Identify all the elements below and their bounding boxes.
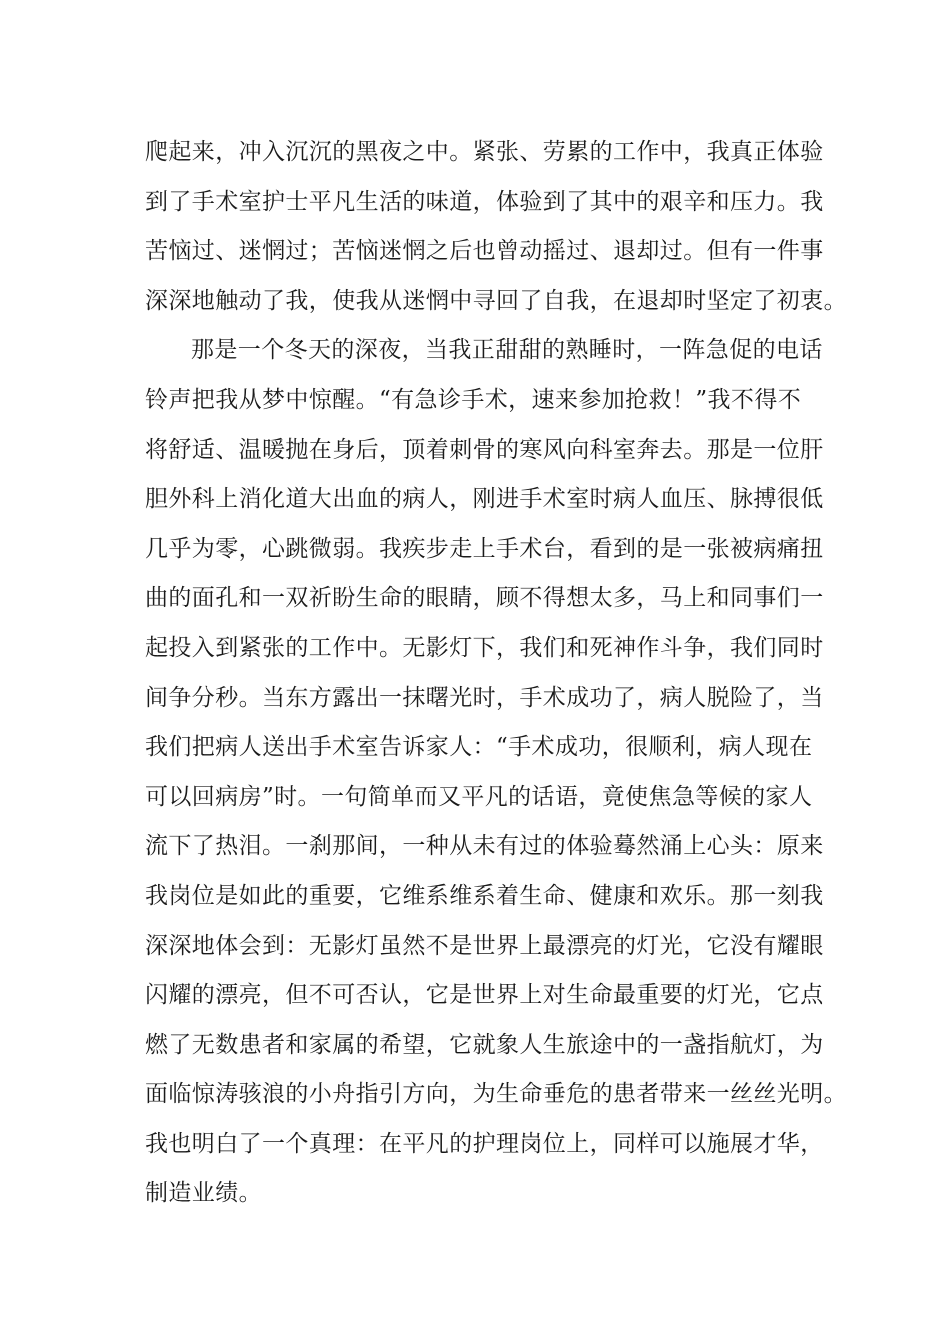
text-line: 闪耀的漂亮，但不可否认，它是世界上对生命最重要的灯光，它点 [145, 982, 824, 1009]
text-line: 曲的面孔和一双祈盼生命的眼睛，顾不得想太多，马上和同事们一 [145, 585, 824, 612]
text-line: 苦恼过、迷惘过；苦恼迷惘之后也曾动摇过、退却过。但有一件事 [145, 238, 824, 265]
text-line: 到了手术室护士平凡生活的味道，体验到了其中的艰辛和压力。我 [145, 188, 824, 215]
body-text [145, 128, 845, 1219]
text-line: 流下了热泪。一刹那间，一种从未有过的体验蓦然涌上心头：原来 [145, 833, 824, 860]
text-line: 燃了无数患者和家属的希望，它就象人生旅途中的一盏指航灯，为 [145, 1031, 824, 1058]
text-line: 我岗位是如此的重要，它维系维系着生命、健康和欢乐。那一刻我 [145, 882, 824, 909]
text-line: 铃声把我从梦中惊醒。“有急诊手术，速来参加抢救！”我不得不 [145, 386, 802, 413]
text-line: 将舒适、温暖抛在身后，顶着刺骨的寒风向科室奔去。那是一位肝 [145, 436, 824, 463]
text-line: 面临惊涛骇浪的小舟指引方向，为生命垂危的患者带来一丝丝光明。 [145, 1081, 847, 1108]
text-line: 深深地体会到：无影灯虽然不是世界上最漂亮的灯光，它没有耀眼 [145, 932, 824, 959]
text-line: 爬起来，冲入沉沉的黑夜之中。紧张、劳累的工作中，我真正体验 [145, 139, 824, 165]
text-line: 我也明白了一个真理：在平凡的护理岗位上，同样可以施展才华， [145, 1130, 824, 1157]
text-line: 起投入到紧张的工作中。无影灯下，我们和死神作斗争，我们同时 [145, 634, 824, 661]
text-line: 可以回病房”时。一句简单而又平凡的话语，竟使焦急等候的家人 [145, 783, 813, 810]
text-line: 胆外科上消化道大出血的病人，刚进手术室时病人血压、脉搏很低 [145, 486, 824, 513]
text-line: 我们把病人送出手术室告诉家人：“手术成功，很顺利，病人现在 [145, 734, 813, 761]
text-line: 制造业绩。 [145, 1180, 262, 1207]
text-line: 间争分秒。当东方露出一抹曙光时，手术成功了，病人脱险了，当 [145, 684, 824, 711]
text-line: 几乎为零，心跳微弱。我疾步走上手术台，看到的是一张被病痛扭 [145, 535, 824, 562]
paragraph-start-line: 那是一个冬天的深夜，当我正甜甜的熟睡时，一阵急促的电话 [191, 337, 823, 364]
text-line: 深深地触动了我，使我从迷惘中寻回了自我，在退却时坚定了初衷。 [145, 287, 847, 314]
